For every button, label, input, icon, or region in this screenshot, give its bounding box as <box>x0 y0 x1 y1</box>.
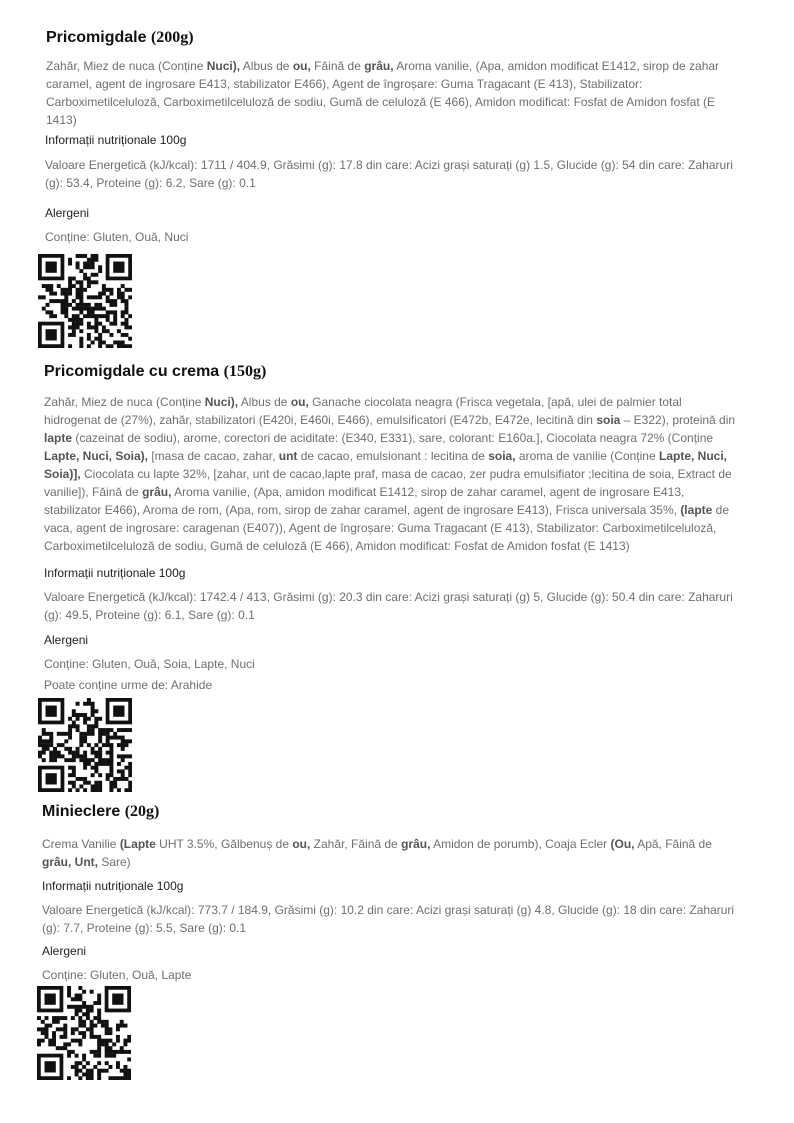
ingredient-segment: Sare) <box>98 855 131 869</box>
allergen-highlight: (Ou, <box>610 837 635 851</box>
allergens-text: Conține: Gluten, Ouă, Soia, Lapte, Nuci <box>44 657 255 671</box>
allergen-highlight: ou, <box>292 59 311 73</box>
product-title <box>44 362 724 382</box>
product-weight: (20g) <box>124 803 160 820</box>
nutrition-values: Valoare Energetică (kJ/kcal): 1711 / 404.9, Grăsimi (g): 17.8 din care: Acizi grași saturați (g) 1.5, Glucide (g): 54 din care: Zaharuri (g): 53.4, Proteine (g): 6.2, Sare (g): 0.1 <box>45 158 733 190</box>
allergen-highlight: soia, <box>488 449 516 463</box>
ingredients-text <box>44 393 738 555</box>
allergen-highlight: ou, <box>290 395 309 409</box>
ingredient-segment: Ganache ciocolata neagra (Frisca vegetala, [apă, ulei de palmier total hidrogenat de (27%), zahăr, stabilizatori (E420i, E460i, E466), emulsificatori (E472b, E472e, lecitină din <box>44 395 682 427</box>
product-name: Minieclere <box>42 803 121 820</box>
allergen-highlight: ou, <box>292 837 311 851</box>
ingredient-segment: UHT 3.5%, Gălbenuș de <box>155 837 293 851</box>
allergen-highlight: grâu, <box>364 59 394 73</box>
qr-code <box>37 986 131 1080</box>
ingredient-segment: [masa de cacao, zahar, <box>148 449 279 463</box>
nutrition-label: Informații nutriționale 100g <box>44 566 186 580</box>
ingredients-text <box>46 57 736 129</box>
allergens-text: Conține: Gluten, Ouă, Nuci <box>45 230 189 244</box>
ingredient-segment: Zahăr, Miez de nuca (Conține <box>44 395 205 409</box>
ingredient-segment: aroma de vanilie (Conține <box>515 449 659 463</box>
product-section <box>46 28 726 48</box>
allergen-highlight: unt <box>278 449 298 463</box>
ingredient-segment: – E322), proteină din <box>620 413 736 427</box>
product-title <box>46 28 726 48</box>
ingredient-segment: Albus de <box>240 59 293 73</box>
traces-text: Poate conține urme de: Arahide <box>44 678 213 692</box>
product-section <box>42 802 722 822</box>
ingredient-segment: de vaca, agent de ingrosare: caragenan (E407)), Agent de îngroșare: Guma Tragacant (E 413), Stabilizator: Carboximetilceluloză, Carboximetilceluloză de sodiu, Gumă de celuloză (E 466), Amidon modificat: Fosfat de Amidon fosfat (E 1413) <box>44 503 730 553</box>
ingredient-segment: (cazeinat de sodiu), arome, corectori de aciditate: (E340, E331), sare, colorant: E160a.], Ciocolata neagra 72% (Conține <box>72 431 714 445</box>
allergen-highlight: grâu, <box>401 837 431 851</box>
allergen-highlight: Nuci), <box>204 395 239 409</box>
qr-code <box>38 254 132 348</box>
allergen-highlight: Nuci), <box>206 59 241 73</box>
qr-code <box>38 698 132 792</box>
ingredient-segment: Crema Vanilie <box>42 837 120 851</box>
allergens-text: Conține: Gluten, Ouă, Lapte <box>42 968 192 982</box>
product-title <box>42 802 722 822</box>
allergen-highlight: (lapte <box>680 503 713 517</box>
product-weight: (150g) <box>223 363 267 380</box>
allergens-label: Alergeni <box>42 944 87 958</box>
allergen-highlight: Lapte, Nuci, Soia), <box>44 449 149 463</box>
nutrition-label: Informații nutriționale 100g <box>42 879 184 893</box>
ingredient-segment: Ciocolata cu lapte 32%, [zahar, unt de cacao,lapte praf, masa de cacao, zer pudra emulsifiator ;lecitina de soia, Extract de vanilie]), Făină de <box>44 467 732 499</box>
allergens-label: Alergeni <box>45 206 90 220</box>
allergen-highlight: lapte <box>44 431 73 445</box>
nutrition-label: Informații nutriționale 100g <box>45 133 187 147</box>
ingredient-segment: Făină de <box>310 59 365 73</box>
allergen-highlight: grâu, <box>142 485 172 499</box>
ingredient-segment: Apă, Făină de <box>634 837 712 851</box>
product-name: Pricomigdale <box>46 29 147 46</box>
ingredient-segment: Aroma vanilie, (Apa, amidon modificat E1412, sirop de zahar caramel, agent de ingrosare E413, stabilizator E466), Aroma de rom, (Apa, rom, sirop de zahar caramel, agent de ingrosare E413), Frisca universala 35%, <box>44 485 685 517</box>
product-section <box>44 362 724 382</box>
nutrition-values: Valoare Energetică (kJ/kcal): 773.7 / 184.9, Grăsimi (g): 10.2 din care: Acizi grași saturați (g) 4.8, Glucide (g): 18 din care: Zaharuri (g): 7.7, Proteine (g): 5.5, Sare (g): 0.1 <box>42 903 735 935</box>
nutrition-values: Valoare Energetică (kJ/kcal): 1742.4 / 413, Grăsimi (g): 20.3 din care: Acizi grași saturați (g) 5, Glucide (g): 50.4 din care: Zaharuri (g): 49.5, Proteine (g): 6.1, Sare (g): 0.1 <box>44 590 733 622</box>
allergens-label: Alergeni <box>44 633 89 647</box>
allergen-highlight: soia <box>596 413 621 427</box>
ingredient-segment: Zahăr, Făină de <box>310 837 402 851</box>
product-weight: (200g) <box>150 29 194 46</box>
ingredient-segment: Amidon de porumb), Coaja Ecler <box>430 837 611 851</box>
ingredient-segment: Zahăr, Miez de nuca (Conține <box>46 59 207 73</box>
ingredient-segment: Albus de <box>238 395 291 409</box>
ingredient-segment: de cacao, emulsionant : lecitina de <box>297 449 489 463</box>
product-name: Pricomigdale cu crema <box>44 363 220 380</box>
ingredients-text <box>42 835 732 871</box>
allergen-highlight: grâu, Unt, <box>42 855 98 869</box>
allergen-highlight: (Lapte <box>119 837 156 851</box>
ingredient-segment: Aroma vanilie, (Apa, amidon modificat E1412, sirop de zahar caramel, agent de ingrosare E413, stabilizator E466), Agent de îngroșare: Guma Tragacant (E 413), Stabilizator: Carboximetilceluloză, Carboximetilceluloză de sodiu, Gumă de celuloză (E 466), Amidon modificat: Fosfat de Amidon fosfat (E 1413) <box>46 59 720 127</box>
allergen-highlight: Lapte, Nuci, Soia)], <box>44 449 727 481</box>
